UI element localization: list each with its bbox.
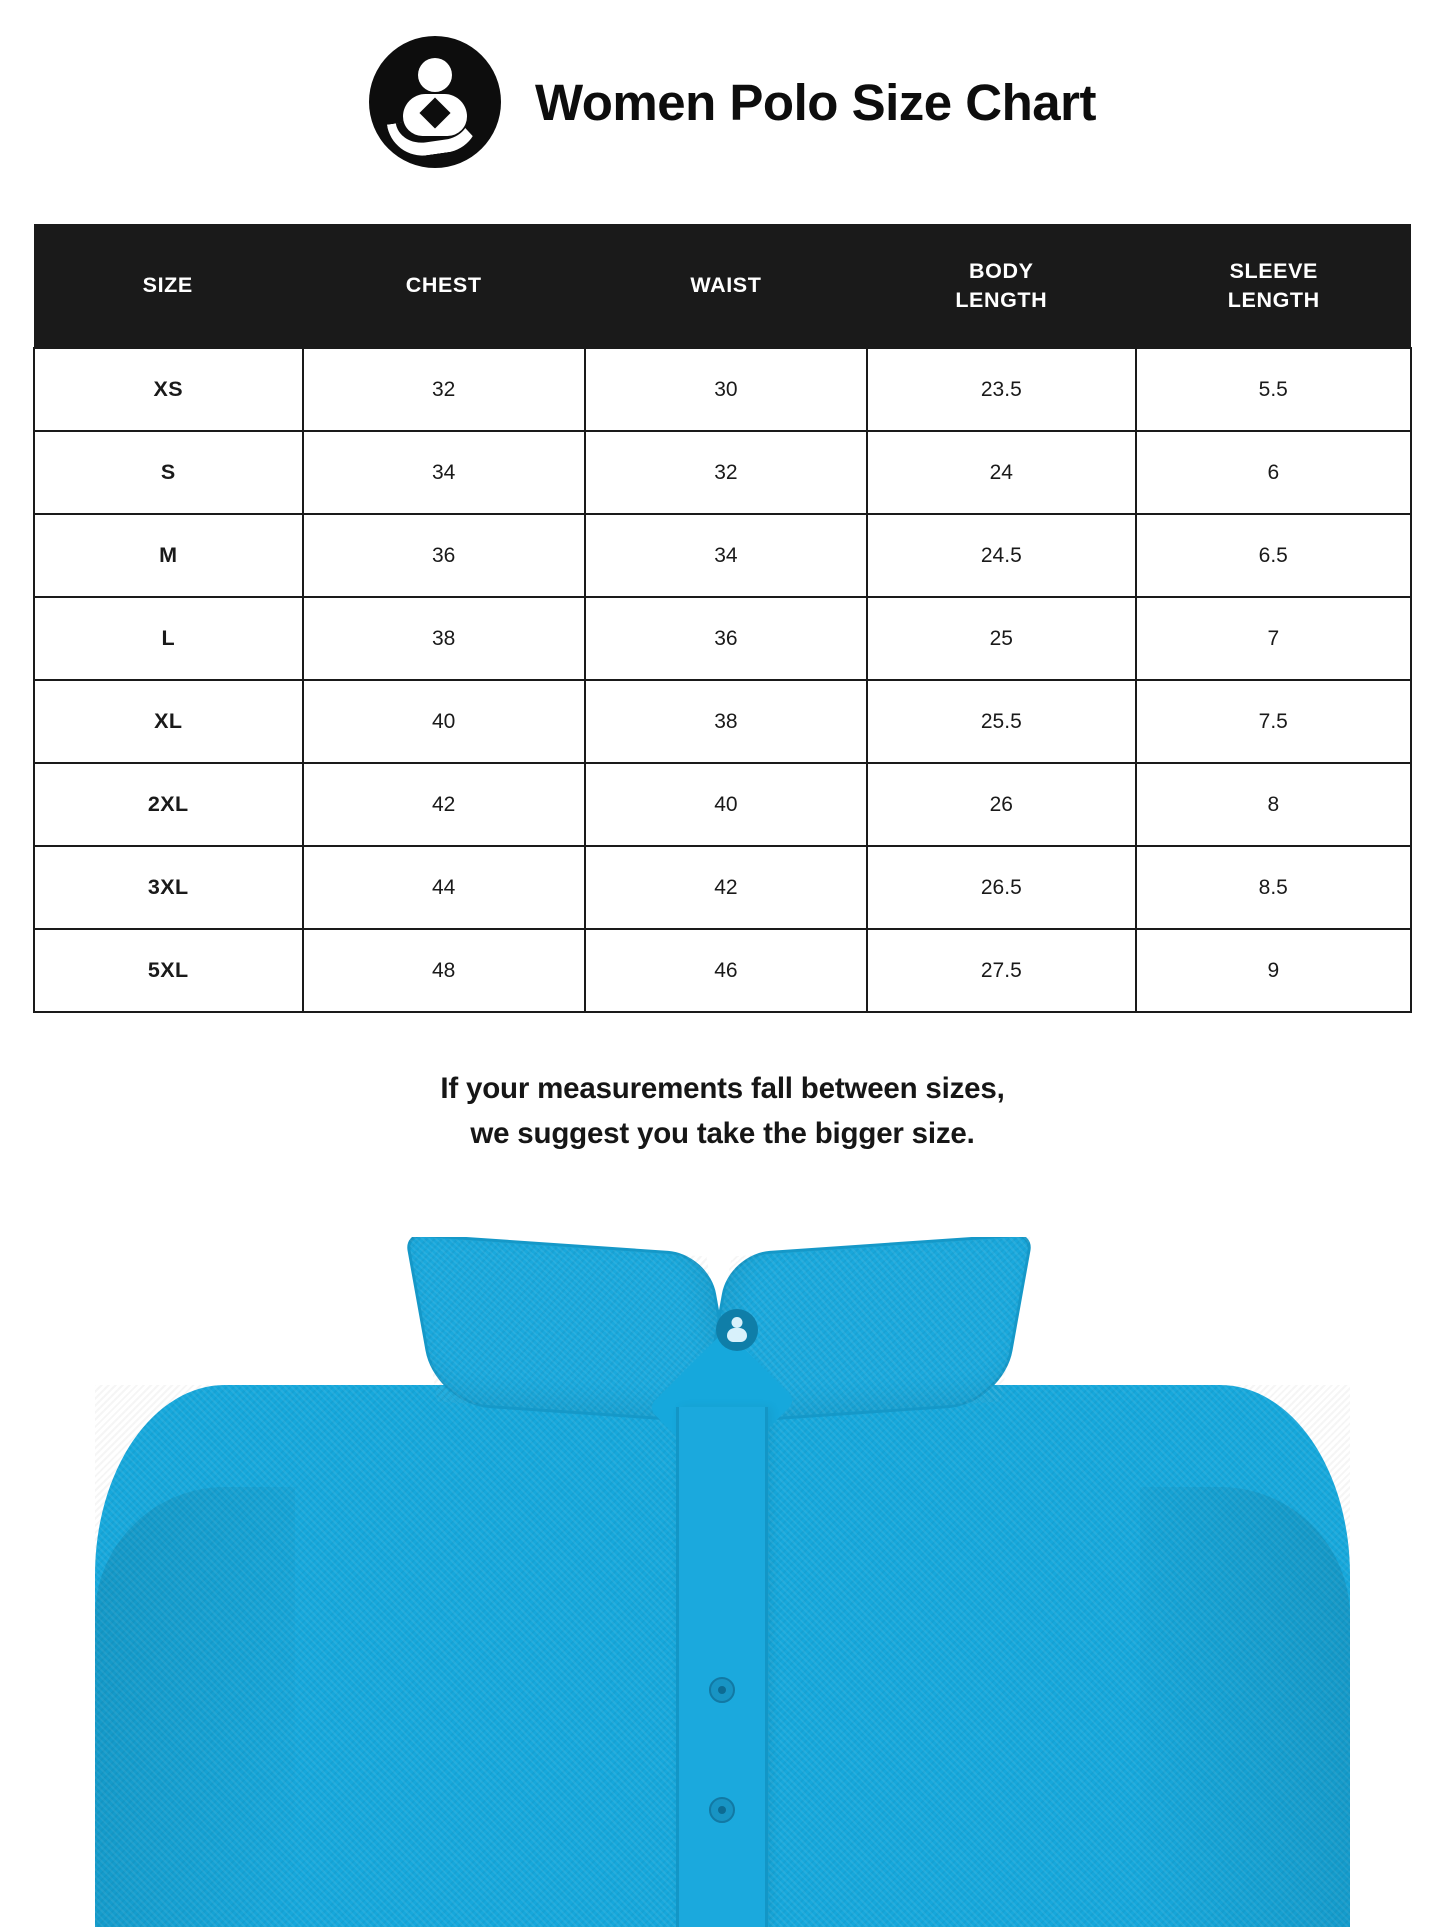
cell-chest: 40 — [303, 680, 585, 763]
cell-body-length: 24.5 — [867, 514, 1136, 597]
cell-chest: 38 — [303, 597, 585, 680]
polo-shirt-image — [0, 1237, 1445, 1927]
column-header-waist-line1: WAIST — [690, 273, 762, 298]
cell-body-length: 25 — [867, 597, 1136, 680]
table-row — [34, 597, 1411, 680]
cell-sleeve-length: 7.5 — [1136, 680, 1411, 763]
cell-waist: 30 — [585, 348, 867, 431]
polo-shadow-left — [95, 1487, 295, 1927]
cell-size: 3XL — [34, 846, 303, 929]
column-header-chest-line1: CHEST — [405, 273, 482, 298]
brand-person-logo-icon-chest — [716, 1309, 758, 1351]
page-header — [0, 0, 1445, 168]
cell-sleeve-length: 7 — [1136, 597, 1411, 680]
cell-sleeve-length: 5.5 — [1136, 348, 1411, 431]
cell-sleeve-length: 6 — [1136, 431, 1411, 514]
sizing-note-line-2: we suggest you take the bigger size. — [470, 1116, 975, 1150]
cell-waist: 42 — [585, 846, 867, 929]
cell-size: M — [34, 514, 303, 597]
cell-chest: 36 — [303, 514, 585, 597]
polo-shadow-right — [1140, 1487, 1350, 1927]
polo-placket — [676, 1407, 768, 1927]
column-header-size-line1: SIZE — [142, 273, 193, 298]
cell-body-length: 26 — [867, 763, 1136, 846]
chest-logo-head-shape — [732, 1317, 743, 1328]
column-header-sleeve-length-line2: LENGTH — [1227, 287, 1320, 312]
cell-body-length: 27.5 — [867, 929, 1136, 1012]
logo-head-shape — [418, 58, 452, 92]
table-header — [34, 224, 1411, 348]
cell-waist: 34 — [585, 514, 867, 597]
cell-waist: 46 — [585, 929, 867, 1012]
column-header-waist — [585, 224, 867, 348]
table-row — [34, 680, 1411, 763]
page-title: Women Polo Size Chart — [535, 73, 1096, 131]
cell-sleeve-length: 8.5 — [1136, 846, 1411, 929]
cell-sleeve-length: 9 — [1136, 929, 1411, 1012]
cell-sleeve-length: 8 — [1136, 763, 1411, 846]
size-chart-table-wrapper — [33, 224, 1412, 1013]
table-row — [34, 514, 1411, 597]
column-header-chest — [303, 224, 585, 348]
column-header-sleeve-length-line1: SLEEVE — [1229, 259, 1318, 284]
cell-size: XS — [34, 348, 303, 431]
cell-chest: 42 — [303, 763, 585, 846]
cell-size: L — [34, 597, 303, 680]
cell-waist: 38 — [585, 680, 867, 763]
cell-chest: 32 — [303, 348, 585, 431]
column-header-body-length — [867, 224, 1136, 348]
sizing-note — [223, 1067, 1223, 1157]
table-row — [34, 929, 1411, 1012]
logo-swoosh-shape — [387, 112, 483, 160]
cell-sleeve-length: 6.5 — [1136, 514, 1411, 597]
column-header-body-length-line1: BODY — [969, 259, 1034, 284]
table-row — [34, 431, 1411, 514]
cell-size: 5XL — [34, 929, 303, 1012]
cell-chest: 34 — [303, 431, 585, 514]
cell-body-length: 23.5 — [867, 348, 1136, 431]
polo-button-bottom — [709, 1797, 735, 1823]
cell-chest: 48 — [303, 929, 585, 1012]
cell-chest: 44 — [303, 846, 585, 929]
sizing-note-line-1: If your measurements fall between sizes, — [440, 1072, 1005, 1105]
cell-waist: 36 — [585, 597, 867, 680]
cell-size: 2XL — [34, 763, 303, 846]
column-header-sleeve-length — [1136, 224, 1411, 348]
cell-body-length: 25.5 — [867, 680, 1136, 763]
brand-person-logo-icon — [369, 36, 501, 168]
cell-size: S — [34, 431, 303, 514]
table-row — [34, 763, 1411, 846]
cell-body-length: 26.5 — [867, 846, 1136, 929]
table-body — [34, 348, 1411, 1012]
column-header-body-length-line2: LENGTH — [955, 287, 1048, 312]
chest-logo-body-shape — [727, 1328, 747, 1342]
cell-waist: 32 — [585, 431, 867, 514]
cell-body-length: 24 — [867, 431, 1136, 514]
table-header-row — [34, 224, 1411, 348]
cell-waist: 40 — [585, 763, 867, 846]
table-row — [34, 348, 1411, 431]
column-header-size — [34, 224, 303, 348]
size-chart-table — [33, 224, 1412, 1013]
polo-button-top — [709, 1677, 735, 1703]
table-row — [34, 846, 1411, 929]
cell-size: XL — [34, 680, 303, 763]
